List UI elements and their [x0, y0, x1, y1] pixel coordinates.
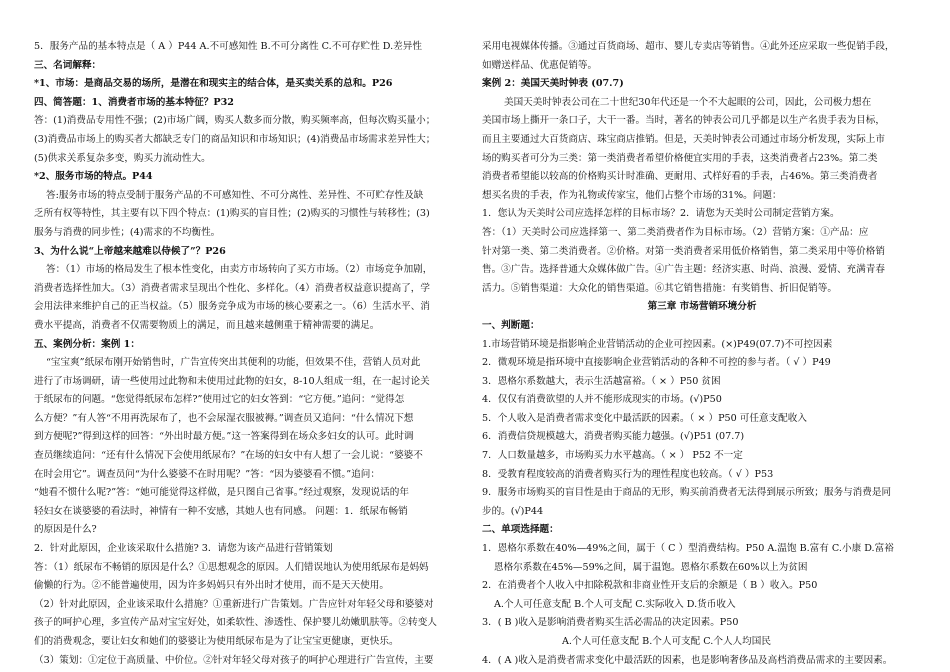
- text-line: 活力。⑤销售渠道：大众化的销售渠道。⑥其它销售措施：有奖销售、折旧促销等。: [482, 282, 837, 294]
- text-line: “宝宝爽”纸尿布刚开始销售时，广告宣传突出其便利的功能，但效果不佳，营销人员对此: [46, 357, 421, 369]
- text-line: A.个人可任意支配 B.个人可支配 C.个人人均国民: [562, 636, 771, 647]
- text-line: (3)消费品市场上的购买者大都缺乏专门的商品知识和市场知识；(4)消费品市场需求差异性大；: [34, 133, 436, 145]
- text-line: 的原因是什么?: [34, 524, 97, 536]
- text-line: 2．在消费者个人收入中扣除税款和非商业性开支后的余额是（ B ）收入。P50: [482, 580, 818, 592]
- text-line: 答：（1）市场的格局发生了根本性变化，由卖方市场转向了买方市场。（2）市场竞争加剧，: [46, 264, 433, 276]
- text-line: 答:服务市场的特点受制于服务产品的不可感知性、不可分离性、差异性、不可贮存性及缺: [46, 189, 424, 201]
- text-line: 3．( B )收入是影响消费者购买生活必需品的决定因素。P50: [482, 617, 739, 629]
- text-line: 乏所有权等特性，其主要有以下四个特点：(1)购买的盲目性；(2)购买的习惯性与转移性；(3): [34, 208, 430, 220]
- text-line: 到方便呢?”得到这样的回答：“外出时最方便。”这一答案得到在场众多妇女的认可。此时调: [34, 431, 414, 443]
- text-line: 7．人口数量越多，市场购买力水平越高。（ × ） P52 不一定: [482, 450, 743, 462]
- text-line: 场的购买者可分为三类：第一类消费者希望价格便宜实用的手表，这类消费者占23%。第二类: [482, 152, 878, 164]
- text-line: 5．服务产品的基本特点是（ A ）P44 A.不可感知性 B.不可分离性 C.不可存贮性 D.差异性: [34, 41, 422, 52]
- text-line: 轻妇女在谈婆婆的看法时，神情有一种不安感，其她人也有同感。 问题：1．纸尿布畅销: [34, 505, 408, 517]
- text-line: 在时会用它”。调查员问“为什么婆婆不在时用呢？”答：“因为婆婆看不惯。”追问：: [34, 468, 380, 480]
- text-line: 美国市场上撕开一条口子，大干一番。当时，著名的钟表公司几乎都是以生产名贵手表为目标，: [482, 115, 885, 127]
- text-line: 1．您认为天美时公司应选择怎样的目标市场？2．请您为天美时公司制定营销方案。: [482, 208, 840, 220]
- text-line: 针对第一类、第二类消费者。②价格。对第一类消费者采用低价格销售，第二类采用中等价格销: [482, 245, 885, 257]
- right-column: [482, 38, 922, 670]
- text-line: 2．微观环境是指环境中直接影响企业营销活动的各种不可控的参与者。（ √ ）P49: [482, 357, 831, 369]
- section-heading: 3、为什么说“上帝越来越难以侍候了”？P26: [34, 245, 226, 257]
- section-heading: 案例 2：美国天美时钟表 (07.7): [482, 78, 624, 90]
- text-line: 9．服务市场购买的盲目性是由于商品的无形，购买前消费者无法得到展示所致；服务与消费是同: [482, 487, 892, 499]
- text-line: “她看不惯什么呢?”答：“她可能觉得这样做，是只图自己省事。”经过观察，发现说话的年: [34, 487, 409, 499]
- section-heading: 二、单项选择题：: [482, 524, 559, 536]
- text-line: 费水平提高，消费者不仅需要物质上的满足，而且越来越侧重于精神需要的满足。: [34, 319, 380, 331]
- text-line: （3）策划：①定位于高质量、中价位。②针对年轻父母对孩子的呵护心理进行广告宣传，主要: [34, 654, 434, 666]
- text-line: 孩子的呵护心理，多宣传产品对宝宝好处，如柔软性、渗透性、保护婴儿幼嫩肌肤等。②转变人: [34, 617, 437, 629]
- text-line: 而且主要通过大百货商店、珠宝商店推销。但是，天美时钟表公司通过市场分析发现，实际上市: [482, 133, 885, 145]
- text-line: 服务与消费的同步性；(4)需求的不均衡性。: [34, 226, 221, 238]
- text-line: 偷懒的行为。②不能普遍使用，因为许多妈妈只有外出时才使用，而不是天天使用。: [34, 580, 389, 592]
- text-line: 么方便？”有人答“不用再洗尿布了，也不会尿湿衣服被褥。”调查员又追问：“什么情况下想: [34, 412, 414, 424]
- text-line: 售。③广告。选择普通大众媒体做广告。④广告主题：经济实惠、时尚、浪漫、爱情、充满青春: [482, 264, 885, 276]
- text-line: 答：（1）天美时公司应选择第一、第二类消费者作为目标市场。（2）营销方案：①产品：应: [482, 226, 869, 238]
- section-heading: 三、名词解释：: [34, 59, 102, 71]
- section-heading: 一、判断题：: [482, 319, 540, 331]
- text-line: 答：(1)消费品专用性不强；(2)市场广阔，购买人数多而分散，购买频率高，但每次购买量小；: [34, 115, 436, 127]
- text-line: 采用电视媒体传播。③通过百货商场、超市、婴儿专卖店等销售。④此外还应采取一些促销手段，: [482, 41, 895, 52]
- text-line: 查员继续追问：“还有什么情况下会使用纸尿布？”在场的妇女中有人想了一会儿说：“婆婆不: [34, 450, 423, 462]
- text-line: 2．针对此原因，企业该采取什么措施? 3．请您为该产品进行营销策划: [34, 543, 333, 555]
- text-line: 4．( A )收入是消费者需求变化中最活跃的因素，也是影响奢侈品及高档消费品需求的主要因素。: [482, 654, 893, 666]
- section-heading: 五、案例分析：案例 1：: [34, 338, 140, 350]
- text-line: (5)供求关系复杂多变，购买力流动性大。: [34, 152, 211, 164]
- section-heading: *2、服务市场的特点。P44: [34, 171, 153, 183]
- text-line: 们的消费观念，要让妇女和她们的婆婆让为使用纸尿布是为了让宝宝更健康，更快乐。: [34, 636, 399, 647]
- text-line: A.个人可任意支配 B.个人可支配 C.实际收入 D.货币收入: [494, 598, 736, 610]
- text-line: 想买名贵的手表，作为礼物或传家宝，他们占整个市场的31%。问题：: [482, 189, 782, 201]
- text-line: 1．恩格尔系数在40%—49%之间，属于（ C ）型消费结构。P50 A.温饱 B.富有 C.小康 D.富裕: [482, 543, 894, 555]
- text-line: 5．个人收入是消费者需求变化中最活跃的因素。（ × ）P50 可任意支配收入: [482, 412, 807, 424]
- text-line: 消费者希望能以较高的价格购买计时准确、更耐用、式样好看的手表，占46%。第三类消费者: [482, 171, 878, 183]
- section-heading: 四、简答题：1、消费者市场的基本特征？P32: [34, 96, 234, 108]
- text-line: 4．仅仅有消费欲望的人并不能形成现实的市场。(√)P50: [482, 394, 722, 406]
- text-line: 8．受教育程度较高的消费者购买行为的理性程度也较高。（ √ ）P53: [482, 468, 774, 480]
- text-line: 美国天美时钟表公司在二十世纪30年代还是一个不大起眼的公司，因此，公司极力想在: [504, 96, 872, 108]
- text-line: （2）针对此原因，企业该采取什么措施？①重新进行广告策划。广告应针对年轻父母和婆婆对: [34, 598, 434, 610]
- text-line: 恩格尔系数在45%—59%之间，属于温饱。恩格尔系数在60%以上为贫困: [494, 561, 808, 573]
- text-line: 答：（1）纸尿布不畅销的原因是什么？①思想观念的原因。人们错误地认为使用纸尿布是妈妈: [34, 561, 429, 573]
- section-heading: 第三章 市场营销环境分析: [647, 301, 757, 313]
- text-line: 步的。(√)P44: [482, 505, 544, 517]
- text-line: 于纸尿布的问题。“您觉得纸尿布怎样?”使用过它的妇女答到：“它方便。”追问：“觉得怎: [34, 394, 405, 406]
- text-line: 进行了市场调研，请一些使用过此物和未使用过此物的妇女，8-10人组成一组，在一起讨论关: [34, 375, 430, 387]
- text-line: 6．消费信贷规模越大，消费者购买能力越强。(√)P51 (07.7): [482, 431, 745, 443]
- text-line: 1.市场营销环境是指影响企业营销活动的企业可控因素。(×)P49(07.7)不可控因素: [482, 338, 833, 350]
- text-line: 如赠送样品、优惠促销等。: [482, 59, 598, 71]
- section-heading: *1、市场：是商品交易的场所，是潜在和现实主的结合体，是买卖关系的总和。P26: [34, 78, 393, 90]
- text-line: 消费者选择性加大。（3）消费者需求呈现出个性化、多样化。（4）消费者权益意识提高了，学: [34, 282, 430, 294]
- text-line: 3．恩格尔系数越大，表示生活越富裕。（ × ）P50 贫困: [482, 375, 721, 387]
- left-column: [34, 38, 464, 670]
- text-line: 会用法律来维护自己的正当权益。（5）服务竞争成为市场的核心要素之一。（6）生活水平、消: [34, 301, 430, 313]
